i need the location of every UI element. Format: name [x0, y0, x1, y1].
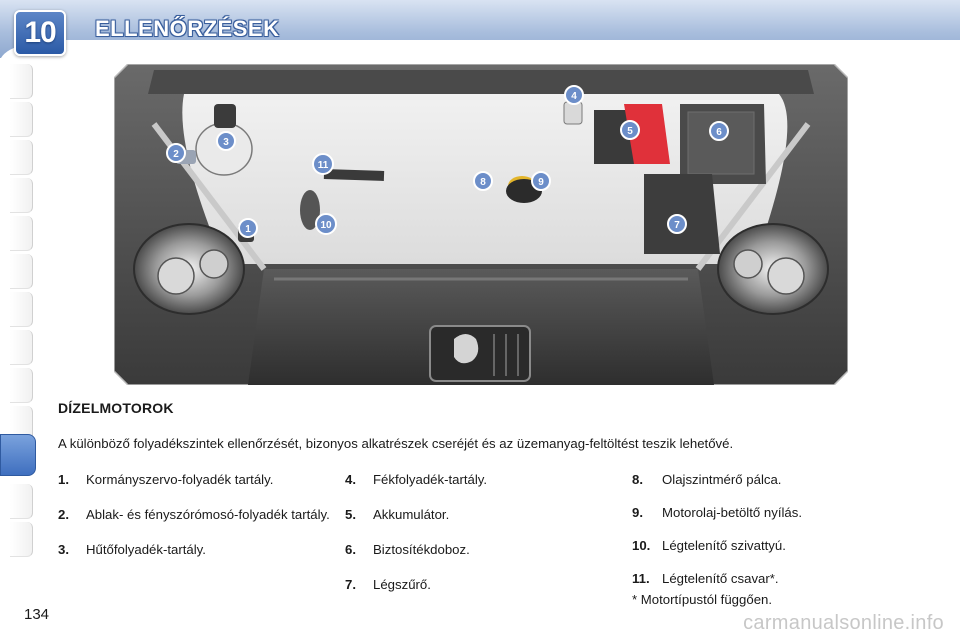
chapter-tab-active[interactable]: [0, 434, 36, 476]
chapter-tab[interactable]: [10, 64, 33, 99]
item-text: Kormányszervo-folyadék tartály.: [86, 472, 274, 487]
chapter-title: ELLENŐRZÉSEK: [95, 16, 280, 41]
callout-10: [316, 214, 336, 234]
chapter-tab[interactable]: [10, 102, 33, 137]
chapter-tab[interactable]: [10, 178, 33, 213]
item-text: Motorolaj-betöltő nyílás.: [662, 505, 803, 520]
callout-11: [313, 154, 333, 174]
item-text: Hűtőfolyadék-tartály.: [86, 542, 206, 557]
chapter-number: 10: [24, 16, 56, 49]
item-number: 9.: [632, 505, 643, 520]
intro-paragraph: A különböző folyadékszintek ellenőrzését, bizonyos alkatrészek cseréjét és az üzemanyag-feltöltést teszik lehetővé.: [58, 436, 734, 451]
chapter-tab[interactable]: [10, 216, 33, 251]
item-number: 10.: [632, 538, 651, 553]
callout-3: [217, 132, 235, 150]
list-item: [58, 472, 338, 487]
svg-text:3: 3: [223, 137, 229, 148]
item-text: Légszűrő.: [373, 577, 431, 592]
list-item: [632, 505, 892, 520]
item-number: 6.: [345, 542, 356, 557]
svg-text:2: 2: [173, 149, 179, 160]
chapter-badge: [14, 10, 66, 56]
item-text: Légtelenítő szivattyú.: [662, 538, 786, 553]
item-number: 4.: [345, 472, 356, 487]
section-title: DÍZELMOTOROK: [58, 400, 174, 416]
svg-text:7: 7: [674, 220, 680, 231]
parts-list-column-3: [632, 472, 892, 586]
chapter-tab[interactable]: [10, 484, 33, 519]
callout-5: [621, 121, 639, 139]
list-item: [632, 538, 892, 553]
svg-text:6: 6: [716, 127, 722, 138]
list-item: [632, 472, 892, 487]
list-item: [345, 577, 595, 592]
callout-2: [167, 144, 185, 162]
page-number: 134: [24, 606, 50, 623]
svg-text:1: 1: [245, 224, 251, 235]
chapter-tab[interactable]: [10, 292, 33, 327]
svg-text:5: 5: [627, 126, 633, 137]
item-text: Fékfolyadék-tartály.: [373, 472, 488, 487]
item-number: 2.: [58, 507, 69, 522]
chapter-tab[interactable]: [10, 140, 33, 175]
item-text: Ablak- és fényszórómosó-folyadék tartály.: [86, 507, 330, 522]
item-number: 1.: [58, 472, 69, 487]
callout-4: [565, 86, 583, 104]
chapter-tab-strip: [0, 60, 34, 580]
list-item: [345, 472, 595, 487]
chapter-tab[interactable]: [10, 522, 33, 557]
svg-text:10: 10: [320, 220, 332, 231]
item-number: 8.: [632, 472, 643, 487]
item-text: Biztosítékdoboz.: [373, 542, 470, 557]
chapter-tab[interactable]: [10, 330, 33, 365]
list-item: [632, 571, 892, 586]
svg-text:9: 9: [538, 177, 544, 188]
list-item: [58, 507, 338, 522]
svg-text:4: 4: [571, 91, 577, 102]
list-item: [58, 542, 338, 557]
engine-bay-illustration: [114, 64, 848, 385]
callout-6: [710, 122, 728, 140]
chapter-tab[interactable]: [10, 254, 33, 289]
parts-list-column-1: [58, 472, 338, 557]
footnote: * Motortípustól függően.: [632, 592, 773, 607]
svg-text:8: 8: [480, 177, 486, 188]
item-text: Olajszintmérő pálca.: [662, 472, 782, 487]
watermark: carmanualsonline.info: [743, 612, 944, 634]
chapter-tab[interactable]: [10, 368, 33, 403]
item-text: Légtelenítő csavar*.: [662, 571, 779, 586]
list-item: [345, 542, 595, 557]
item-number: 5.: [345, 507, 356, 522]
item-text: Akkumulátor.: [373, 507, 450, 522]
parts-list-column-2: [345, 472, 595, 592]
callout-7: [668, 215, 686, 233]
callout-8: [474, 172, 492, 190]
item-number: 11.: [632, 571, 650, 586]
callout-1: [239, 219, 257, 237]
item-number: 7.: [345, 577, 356, 592]
svg-text:11: 11: [317, 160, 329, 171]
item-number: 3.: [58, 542, 69, 557]
callout-9: [532, 172, 550, 190]
list-item: [345, 507, 595, 522]
